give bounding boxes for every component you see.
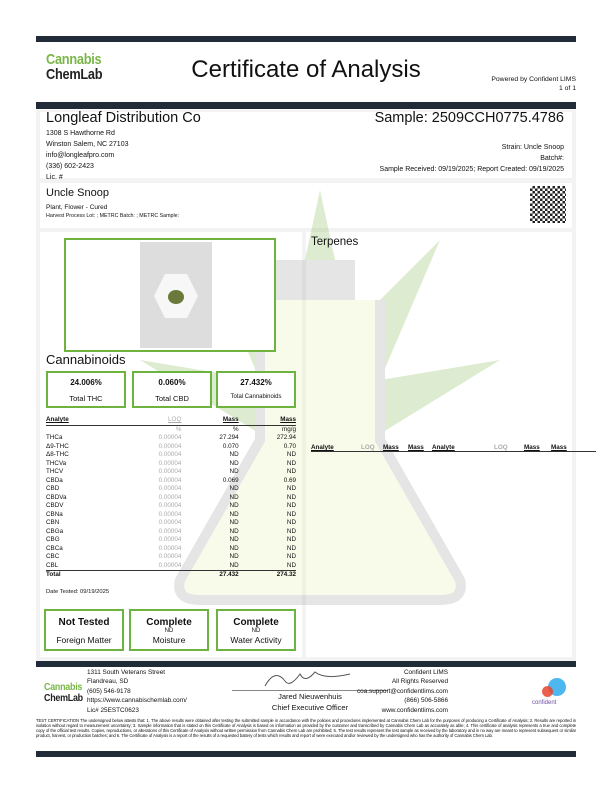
summary-box: 0.060% Total CBD bbox=[132, 371, 212, 408]
page-title: Certificate of Analysis bbox=[191, 56, 421, 83]
table-row: THCVa 0.00004 ND ND bbox=[46, 459, 296, 467]
client-name: Longleaf Distribution Co bbox=[46, 110, 201, 126]
lab-logo: Cannabis ChemLab bbox=[46, 51, 103, 83]
table-row: CBG 0.00004 ND ND bbox=[46, 536, 296, 543]
table-row: CBGa 0.00004 ND ND bbox=[46, 527, 296, 535]
table-row: Δ9-THC 0.00004 0.070 0.70 bbox=[46, 442, 296, 450]
bottom-bar bbox=[36, 751, 576, 757]
date-tested: Date Tested: 09/19/2025 bbox=[46, 589, 110, 595]
table-row: THCa 0.00004 27.294 272.94 bbox=[46, 434, 296, 441]
test-box: Not Tested Foreign Matter bbox=[44, 609, 124, 651]
table-row: CBDV 0.00004 ND ND bbox=[46, 502, 296, 509]
sample-meta: Strain: Uncle Snoop Batch#: Sample Received: 09/19/2025; Report Created: 09/19/2025 bbox=[379, 144, 564, 173]
terpenes-title: Terpenes bbox=[311, 236, 359, 248]
sample-lot: Harvest Process Lot: ; METRC Batch: ; METRC Sample: bbox=[46, 213, 180, 219]
test-box: Complete ND Water Activity bbox=[216, 609, 296, 651]
powered-by: Powered by Confident LIMS 1 of 1 bbox=[491, 76, 576, 92]
lims-contact: Confident LIMS All Rights Reserved coa.support@confidentlims.com (866) 506-5866 www.confidentlims.com bbox=[356, 669, 448, 714]
cannabinoid-table: Analyte LOQ Mass Mass % % mg/g THCa 0.00004 27.294 272.94 Δ9-THC 0.00004 0.070 0.70 Δ8-THC 0.00004 ND ND THCVa 0.00004 ND ND THCV 0.00004 ND ND CBDa 0.00004 0.069 0.69 CBD 0.00004 ND ND CBDVa 0.00004 ND ND CBDV 0.00004 ND ND CBNa 0.00004 ND ND CBN 0.00004 ND ND CBGa 0.00004 ND ND CBG 0.00004 ND ND CBCa 0.00004 ND ND CBC 0.00004 ND ND CBL 0.00004 ND ND Total 27.432 274.32 bbox=[46, 416, 296, 578]
lab-contact: 1311 South Veterans Street Flandreau, SD (605) 546-9178 https://www.cannabischemlab.com/ Lic# 25ESTC0623 bbox=[87, 669, 187, 714]
confident-logo-text: confident bbox=[532, 700, 557, 706]
sample-name: Uncle Snoop bbox=[46, 187, 109, 199]
table-row: CBL 0.00004 ND ND bbox=[46, 561, 296, 569]
table-row: CBDa 0.00004 0.069 0.69 bbox=[46, 476, 296, 484]
table-row: CBD 0.00004 ND ND bbox=[46, 485, 296, 492]
client-info: 1308 S Hawthorne Rd Winston Salem, NC 27103 info@longleafpro.com (336) 602-2423 Lic. # bbox=[46, 130, 129, 181]
summary-box: 27.432% Total Cannabinoids bbox=[216, 371, 296, 408]
table-row: CBCa 0.00004 ND ND bbox=[46, 544, 296, 552]
sample-type: Plant, Flower - Cured bbox=[46, 204, 108, 211]
qr-code[interactable] bbox=[530, 186, 566, 223]
table-row: THCV 0.00004 ND ND bbox=[46, 468, 296, 475]
sample-photo-frame bbox=[64, 238, 276, 352]
table-row: CBC 0.00004 ND ND bbox=[46, 553, 296, 560]
sample-photo bbox=[140, 242, 212, 348]
test-certification: TEST CERTIFICATION The undersigned below attests that: 1. The above results were obtained after testing the submitted sample in accordance with the policies and procedures implemented at Cannabis Chem Lab for the purposes of producing a Certificate of Analysis; 2. Results are reported in isolation without regard to measurement uncertainty; 3. Sample information that is stated on this Certificate of Analysis is based on information as provided by the customer and transcribed by Cannabis Chem Lab as accurately as able; 4. This certificate of analysis represents a true and complete copy of the official test results. Copies, reproductions, or alterations of this Certificate of Analysis without written permission from Cannabis Chem Lab are prohibited; 5. The test results represent the test sample as received by the laboratory and in no way are meant to represent subsequent or similar product, harvest, or production batches; and 6. The Certificate of Analysis is a report of the results of a requested battery of tests which results and report of were executed and/or reviewed by the undersigned who has the authority of Cannabis Chem Lab. bbox=[36, 718, 576, 738]
test-box: Complete ND Moisture bbox=[129, 609, 209, 651]
footer-logo: Cannabis ChemLab bbox=[44, 681, 83, 704]
table-row: CBNa 0.00004 ND ND bbox=[46, 510, 296, 518]
cannabinoids-title: Cannabinoids bbox=[46, 352, 126, 367]
total-row: Total 27.432 274.32 bbox=[46, 571, 296, 578]
table-row: CBN 0.00004 ND ND bbox=[46, 519, 296, 526]
header-bar bbox=[36, 102, 576, 109]
sample-id: Sample: 2509CCH0775.4786 bbox=[374, 110, 564, 126]
terpene-header: Analyte LOQ Mass Mass Analyte LOQ Mass Mass bbox=[311, 444, 596, 452]
table-row: CBDVa 0.00004 ND ND bbox=[46, 493, 296, 501]
lab-url[interactable]: https://www.cannabischemlab.com/ bbox=[87, 697, 187, 705]
top-bar bbox=[36, 36, 576, 42]
summary-box: 24.006% Total THC bbox=[46, 371, 126, 408]
table-row: Δ8-THC 0.00004 ND ND bbox=[46, 451, 296, 458]
signer: Jared Nieuwenhuis Chief Executive Officer bbox=[271, 692, 349, 712]
client-box bbox=[40, 110, 572, 181]
